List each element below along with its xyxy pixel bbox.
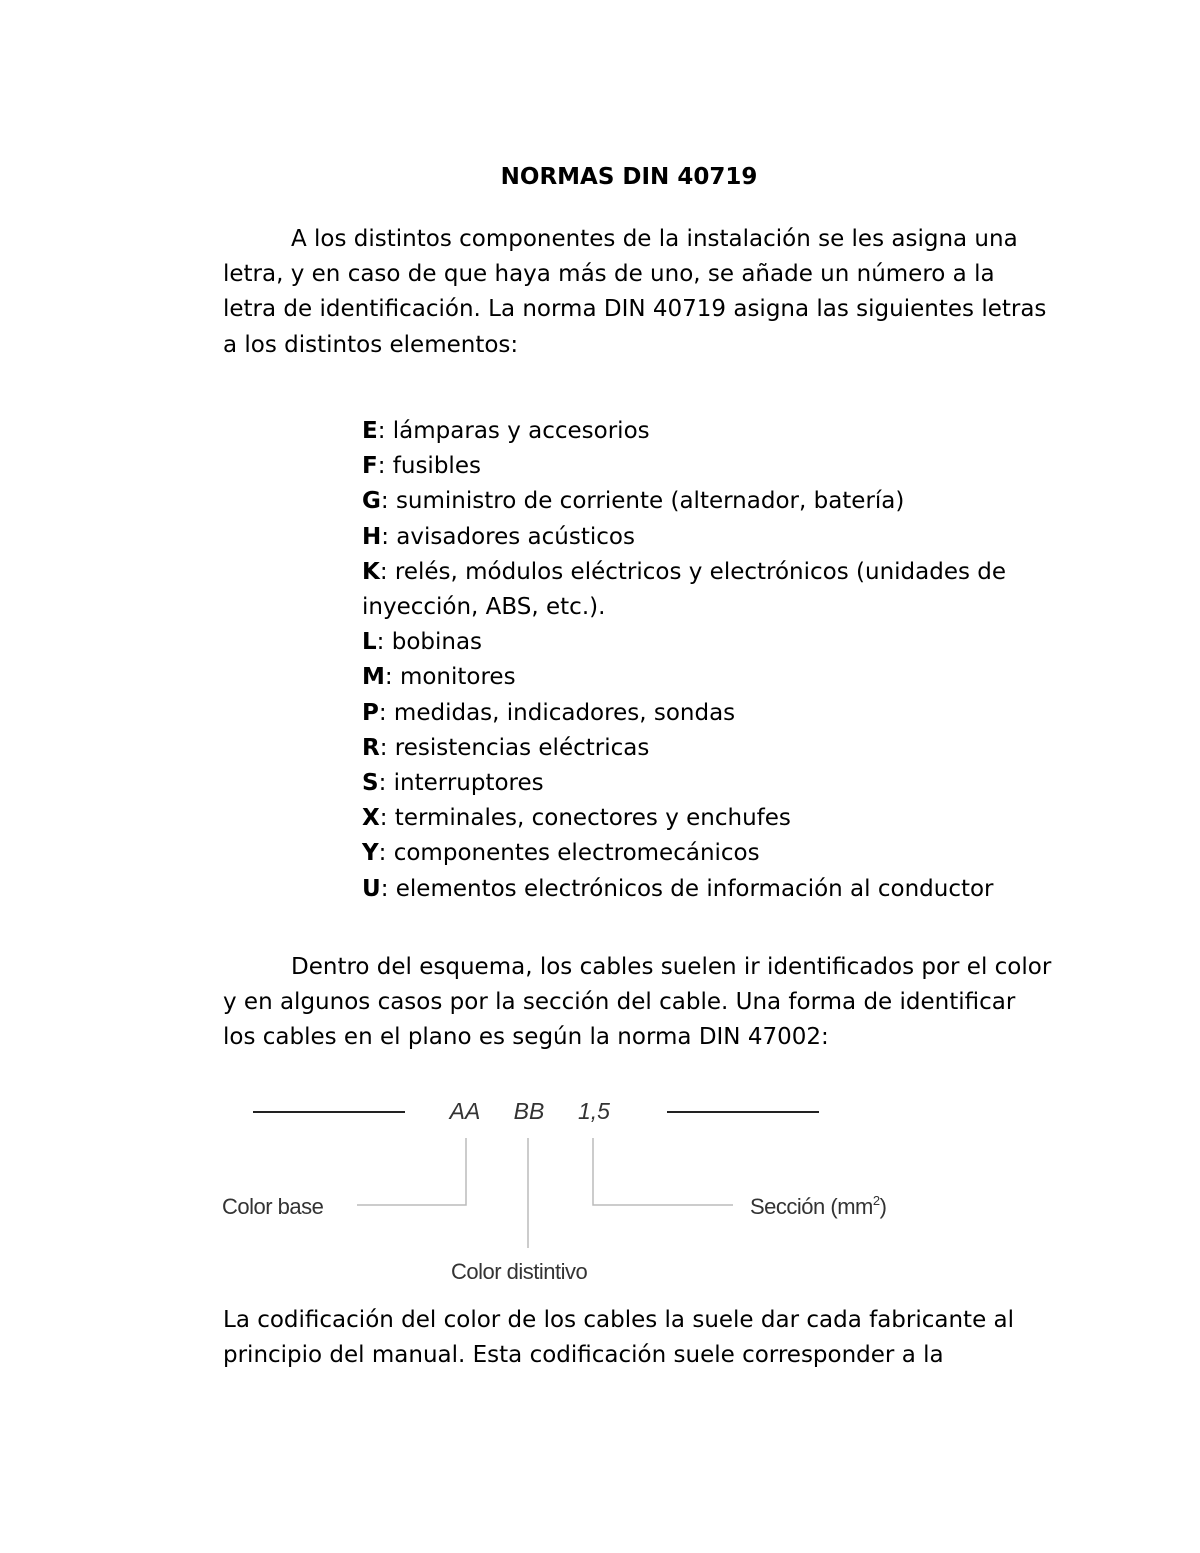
item-letter: U	[362, 875, 381, 902]
item-letter: G	[362, 488, 381, 515]
item-letter: S	[362, 770, 379, 797]
item-text: : bobinas	[376, 629, 483, 656]
label-color-base: Color base	[222, 1194, 324, 1219]
item-text: : terminales, conectores y enchufes	[379, 805, 791, 832]
code-distinctive-color: BB	[513, 1098, 545, 1124]
list-item	[362, 801, 1062, 836]
item-text: : componentes electromecánicos	[378, 840, 760, 867]
list-item	[362, 872, 1062, 907]
item-text: : medidas, indicadores, sondas	[378, 699, 736, 726]
item-letter: M	[362, 664, 385, 691]
list-item	[362, 414, 1062, 449]
list-item	[362, 766, 1062, 801]
cables-paragraph: Dentro del esquema, los cables suelen ir identificados por el color y en algunos casos por la sección del cable. Una forma de identificar los cables en el plano es según la norma DIN 47002:	[223, 954, 1052, 1051]
item-letter: H	[362, 523, 382, 550]
cable-code-diagram	[215, 1085, 935, 1290]
label-seccion: Sección $(mm^2)$	[750, 1193, 887, 1219]
item-letter: X	[362, 805, 380, 832]
item-text: : monitores	[384, 664, 516, 691]
list-item	[362, 625, 1062, 660]
document-title: NORMAS DIN 40719	[500, 164, 758, 190]
item-text: : lámparas y accesorios	[377, 418, 650, 444]
list-item	[362, 555, 1062, 625]
list-item	[362, 836, 1062, 871]
item-text: : interruptores	[378, 770, 544, 797]
item-text: : resistencias eléctricas	[379, 734, 650, 761]
label-color-distintivo: Color distintivo	[451, 1259, 588, 1284]
closing-paragraph: La codificación del color de los cables la suele dar cada fabricante al principio del manual. Esta codificación suele corresponder a la	[223, 1307, 1015, 1369]
list-item	[362, 449, 1062, 484]
item-letter: R	[362, 734, 380, 761]
item-text: : elementos electrónicos de información al conductor	[380, 875, 994, 902]
item-letter: L	[362, 629, 377, 656]
item-letter: F	[362, 453, 378, 480]
item-text: : fusibles	[377, 453, 481, 480]
item-letter: K	[362, 558, 380, 585]
component-letter-list	[362, 414, 1062, 907]
list-item	[362, 520, 1062, 555]
code-base-color: AA	[449, 1098, 481, 1124]
base-color-leader	[357, 1138, 466, 1205]
code-section: 1,5	[578, 1098, 610, 1124]
item-text: : avisadores acústicos	[381, 523, 635, 550]
list-item	[362, 484, 1062, 519]
list-item	[362, 731, 1062, 766]
list-item	[362, 660, 1062, 695]
item-letter: P	[362, 699, 379, 726]
item-letter: Y	[362, 840, 379, 867]
intro-paragraph: A los distintos componentes de la instalación se les asigna una letra, y en caso de que haya más de uno, se añade un número a la letra de identificación. La norma DIN 40719 asigna las siguientes letras a los distintos elementos:	[223, 226, 1047, 358]
section-leader	[593, 1138, 733, 1205]
item-text: : relés, módulos eléctricos y electrónicos (unidades de inyección, ABS, etc.).	[362, 558, 1007, 621]
list-item	[362, 696, 1062, 731]
item-text: : suministro de corriente (alternador, batería)	[380, 488, 905, 515]
item-letter: E	[362, 418, 378, 444]
